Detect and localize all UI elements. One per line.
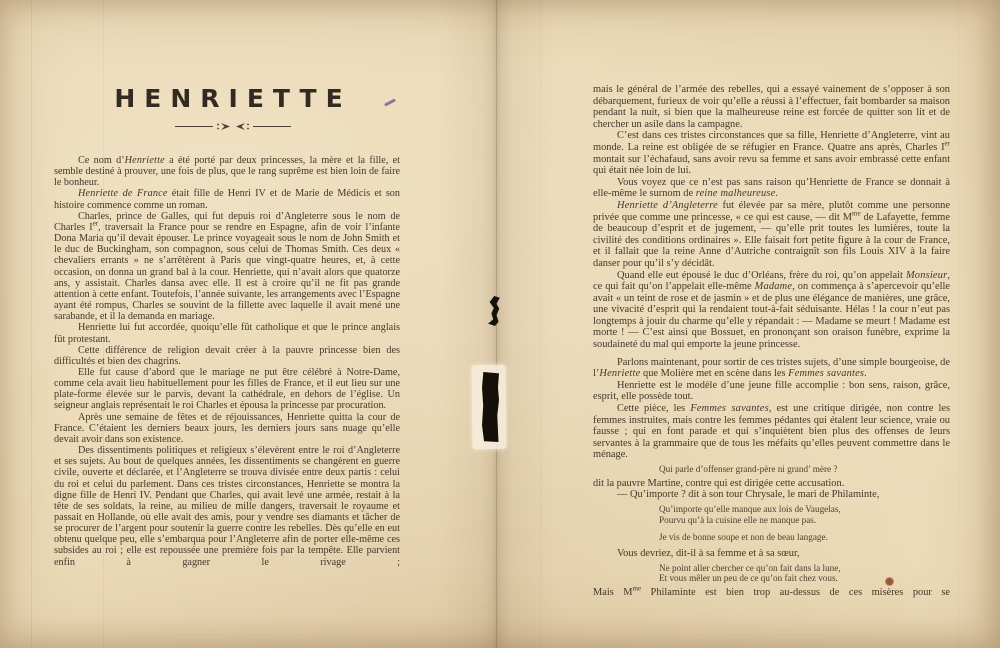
paragraph: Cette différence de religion devait créer à la pauvre princesse bien des difficultés et bien des chagrins. bbox=[54, 344, 400, 367]
paragraph: Henriette lui fut accordée, quoiqu’elle fût catholique et que le prince anglais fût protestant. bbox=[54, 322, 400, 345]
paragraph: Des dissentiments politiques et religieux s’élevèrent entre le roi d’Angleterre et ses sujets. Au bout de quelques années, les dissentiments se changèrent en guerre civile, ouverte et déclarée, et l’Angleterre se trouva divisée entre deux partis : celui du roi et celui du parlement. Dans ces tristes circonstances, Henriette se montra la digne fille de Henri IV. Pendant que Charles, qui avait levé une armée, restait à la tête de ses soldats, la reine, au milieu de mille dangers, traversait le royaume et passait en Hollande, où elle avait des amis, pour y vendre ses diamants et tâcher de se procurer de l’argent pour soutenir la guerre contre les rebelles. Dès qu’elle en eut obtenu quelque peu, elle s’embarqua pour l’Angleterre afin de porter elle-même ces subsides au roi ; elle est repoussée une première fois par la tempête. Elle parvient enfin à gagner le rivage ; bbox=[54, 445, 400, 568]
paragraph: Elle fut cause d’abord que le mariage ne put être célébré à Notre-Dame, comme cela avait lieu habituellement pour les filles de France, et il eut lieu sur une plate-forme élevée sur le parvis, devant la cathédrale, en dehors de l’église. Un seigneur anglais représentait le roi Charles et épousa la princesse par procuration. bbox=[54, 366, 400, 412]
paragraph: Mais $M^{me}$ Philaminte est bien trop au-dessus de ces misères pour se bbox=[593, 584, 950, 598]
verse-quote: Je vis de bonne soupe et non de beau langage. bbox=[659, 532, 828, 543]
page-right bbox=[593, 84, 950, 644]
title-divider-ornament-icon bbox=[54, 121, 400, 132]
paper-fold-line bbox=[31, 0, 32, 648]
paragraph: Après une semaine de fêtes et de réjouissances, Henriette quitta la cour de France. C’étaient les derniers beaux jours, les derniers jours sans nuage qu’elle devait avoir dans son existence. bbox=[54, 411, 400, 445]
paragraph: Vous devriez, dit-il à sa femme et à sa sœur, bbox=[617, 548, 800, 559]
page-left bbox=[54, 84, 400, 644]
paragraph: Henriette de France était fille de Henri IV et de Marie de Médicis et son histoire commence comme un roman. bbox=[54, 188, 400, 211]
left-text-column bbox=[54, 155, 400, 568]
paragraph: C’est dans ces tristes circonstances que sa fille, Henriette d’Angleterre, vint au monde. La reine est obligée de se réfugier en France. Quatre ans après, Charles Ier montait sur l’échafaud, sans avoir revu sa femme et sans avoir embrassé cette enfant qui était née loin de lui. bbox=[593, 130, 950, 177]
verse-quote: Qu’importe qu’elle manque aux lois de Vaugelas, Pourvu qu’à la cuisine elle ne manque pas. bbox=[659, 503, 841, 525]
paragraph: Henriette d’Angleterre fut élevée par sa mère, plutôt comme une personne privée que comme une princesse, « ce qui est cause, — dit $M^{me}$ de Lafayette, femme de beaucoup d’esprit et de jugement, — qu’elle prit toutes les lumières, toute la civilité des conditions ordinaires ». Elle faisait fort petite figure à la cour de France, et il fallait que la reine Anne d’Autriche contraignît son fils Louis XIV à la faire danser pour qu’il s’y décidât. bbox=[593, 199, 950, 269]
paragraph: Parlons maintenant, pour sortir de ces tristes sujets, d’une simple bourgeoise, de l’Henriette que Molière met en scène dans les Femmes savantes. bbox=[593, 356, 950, 380]
paragraph: dit la pauvre Martine, contre qui est dirigée cette accusation. bbox=[593, 477, 845, 489]
paragraph: Charles, prince de Galles, qui fut depuis roi d’Angleterre sous le nom de Charles Ier, traversait la France pour se rendre en Espagne, afin de voir l’infante Dona Maria qu’il devait épouser. Le prince voyageait sous le nom de John Smith et le duc de Buckingham, son compagnon, sous celui de Thomas Smith. Ces deux « chevaliers errants » ne s’arrêtèrent à Paris que vingt-quatre heures, et, à cette occasion, on donna un grand bal à la cour. Henriette, qui n’avait alors que quatorze ans, y assistait. Charles dansa avec elle. Il est à croire qu’il ne fit pas grande attention à cette enfant. Toutefois, l’année suivante, les arrangements avec l’Espagne ayant été rompus, Charles se souvint de la fillette avec laquelle il avait mené une sarabande, et il la demanda en mariage. bbox=[54, 210, 400, 323]
paragraph: Cette pièce, les Femmes savantes, est une critique dirigée, non contre les femmes instruites, mais contre les femmes pédantes qui étalent leur science, vraie ou fausse ; qui en font parade et qui s’inquiètent bien plus des offenses de leurs servantes à la grammaire que de tous les méfaits qu’elles peuvent commettre dans le ménage. bbox=[593, 403, 950, 461]
paragraph: mais le général de l’armée des rebelles, qui a essayé vainement de s’opposer à son débarquement, furieux de voir qu’elle a réussi à l’effectuer, fait bombarder sa maison pendant la nuit, si bien que la malheureuse reine est forcée de quitter son lit et de chercher un asile dans la campagne. bbox=[593, 84, 950, 130]
right-text-column bbox=[593, 84, 950, 599]
paper-fold-line bbox=[958, 0, 959, 648]
paragraph: Henriette est le modèle d’une jeune fille accomplie : bon sens, raison, grâce, esprit, elle possède tout. bbox=[593, 379, 950, 403]
page-title: HENRIETTE bbox=[114, 84, 352, 113]
ink-blot-bottom-icon bbox=[482, 372, 499, 442]
gutter-shadow bbox=[438, 0, 556, 648]
paragraph: Ce nom d’Henriette a été porté par deux princesses, la mère et la fille, et semble destiné à prouver, une fois de plus, que le rang suprême est bien loin de faire le bonheur. bbox=[54, 155, 400, 189]
verse-quote: Ne point aller chercher ce qu’on fait dans la lune, Et vous mêler un peu de ce qu’on fait chez vous. bbox=[659, 562, 841, 584]
paragraph: Vous voyez que ce n’est pas sans raison qu’Henriette de France se donnait à elle-même le surnom de reine malheureuse. bbox=[593, 176, 950, 200]
verse-quote: Qui parle d’offenser grand-père ni grand’ mère ? bbox=[659, 464, 838, 474]
paragraph: — Qu’importe ? dit à son tour Chrysale, le mari de Philaminte, bbox=[617, 489, 880, 501]
paragraph: Quand elle eut épousé le duc d’Orléans, frère du roi, qu’on appelait Monsieur, ce qui fait qu’on l’appelait elle-même Madame, on commença à s’apercevoir qu’elle avait « un teint de rose et de jasmin » et de plus une élégance de manières, une grâce, une vivacité d’esprit qui la rendaient tout-à-fait séduisante. Hélas ! la cour n’eut pas longtemps à jouir du charme qu’elle y répandait : — Madame se meurt ! Madame est morte ! — C’est ainsi que Bossuet, en prononçant son oraison funèbre, exprime la soudaineté du mal qui emporte la jeune princesse. bbox=[593, 269, 950, 351]
